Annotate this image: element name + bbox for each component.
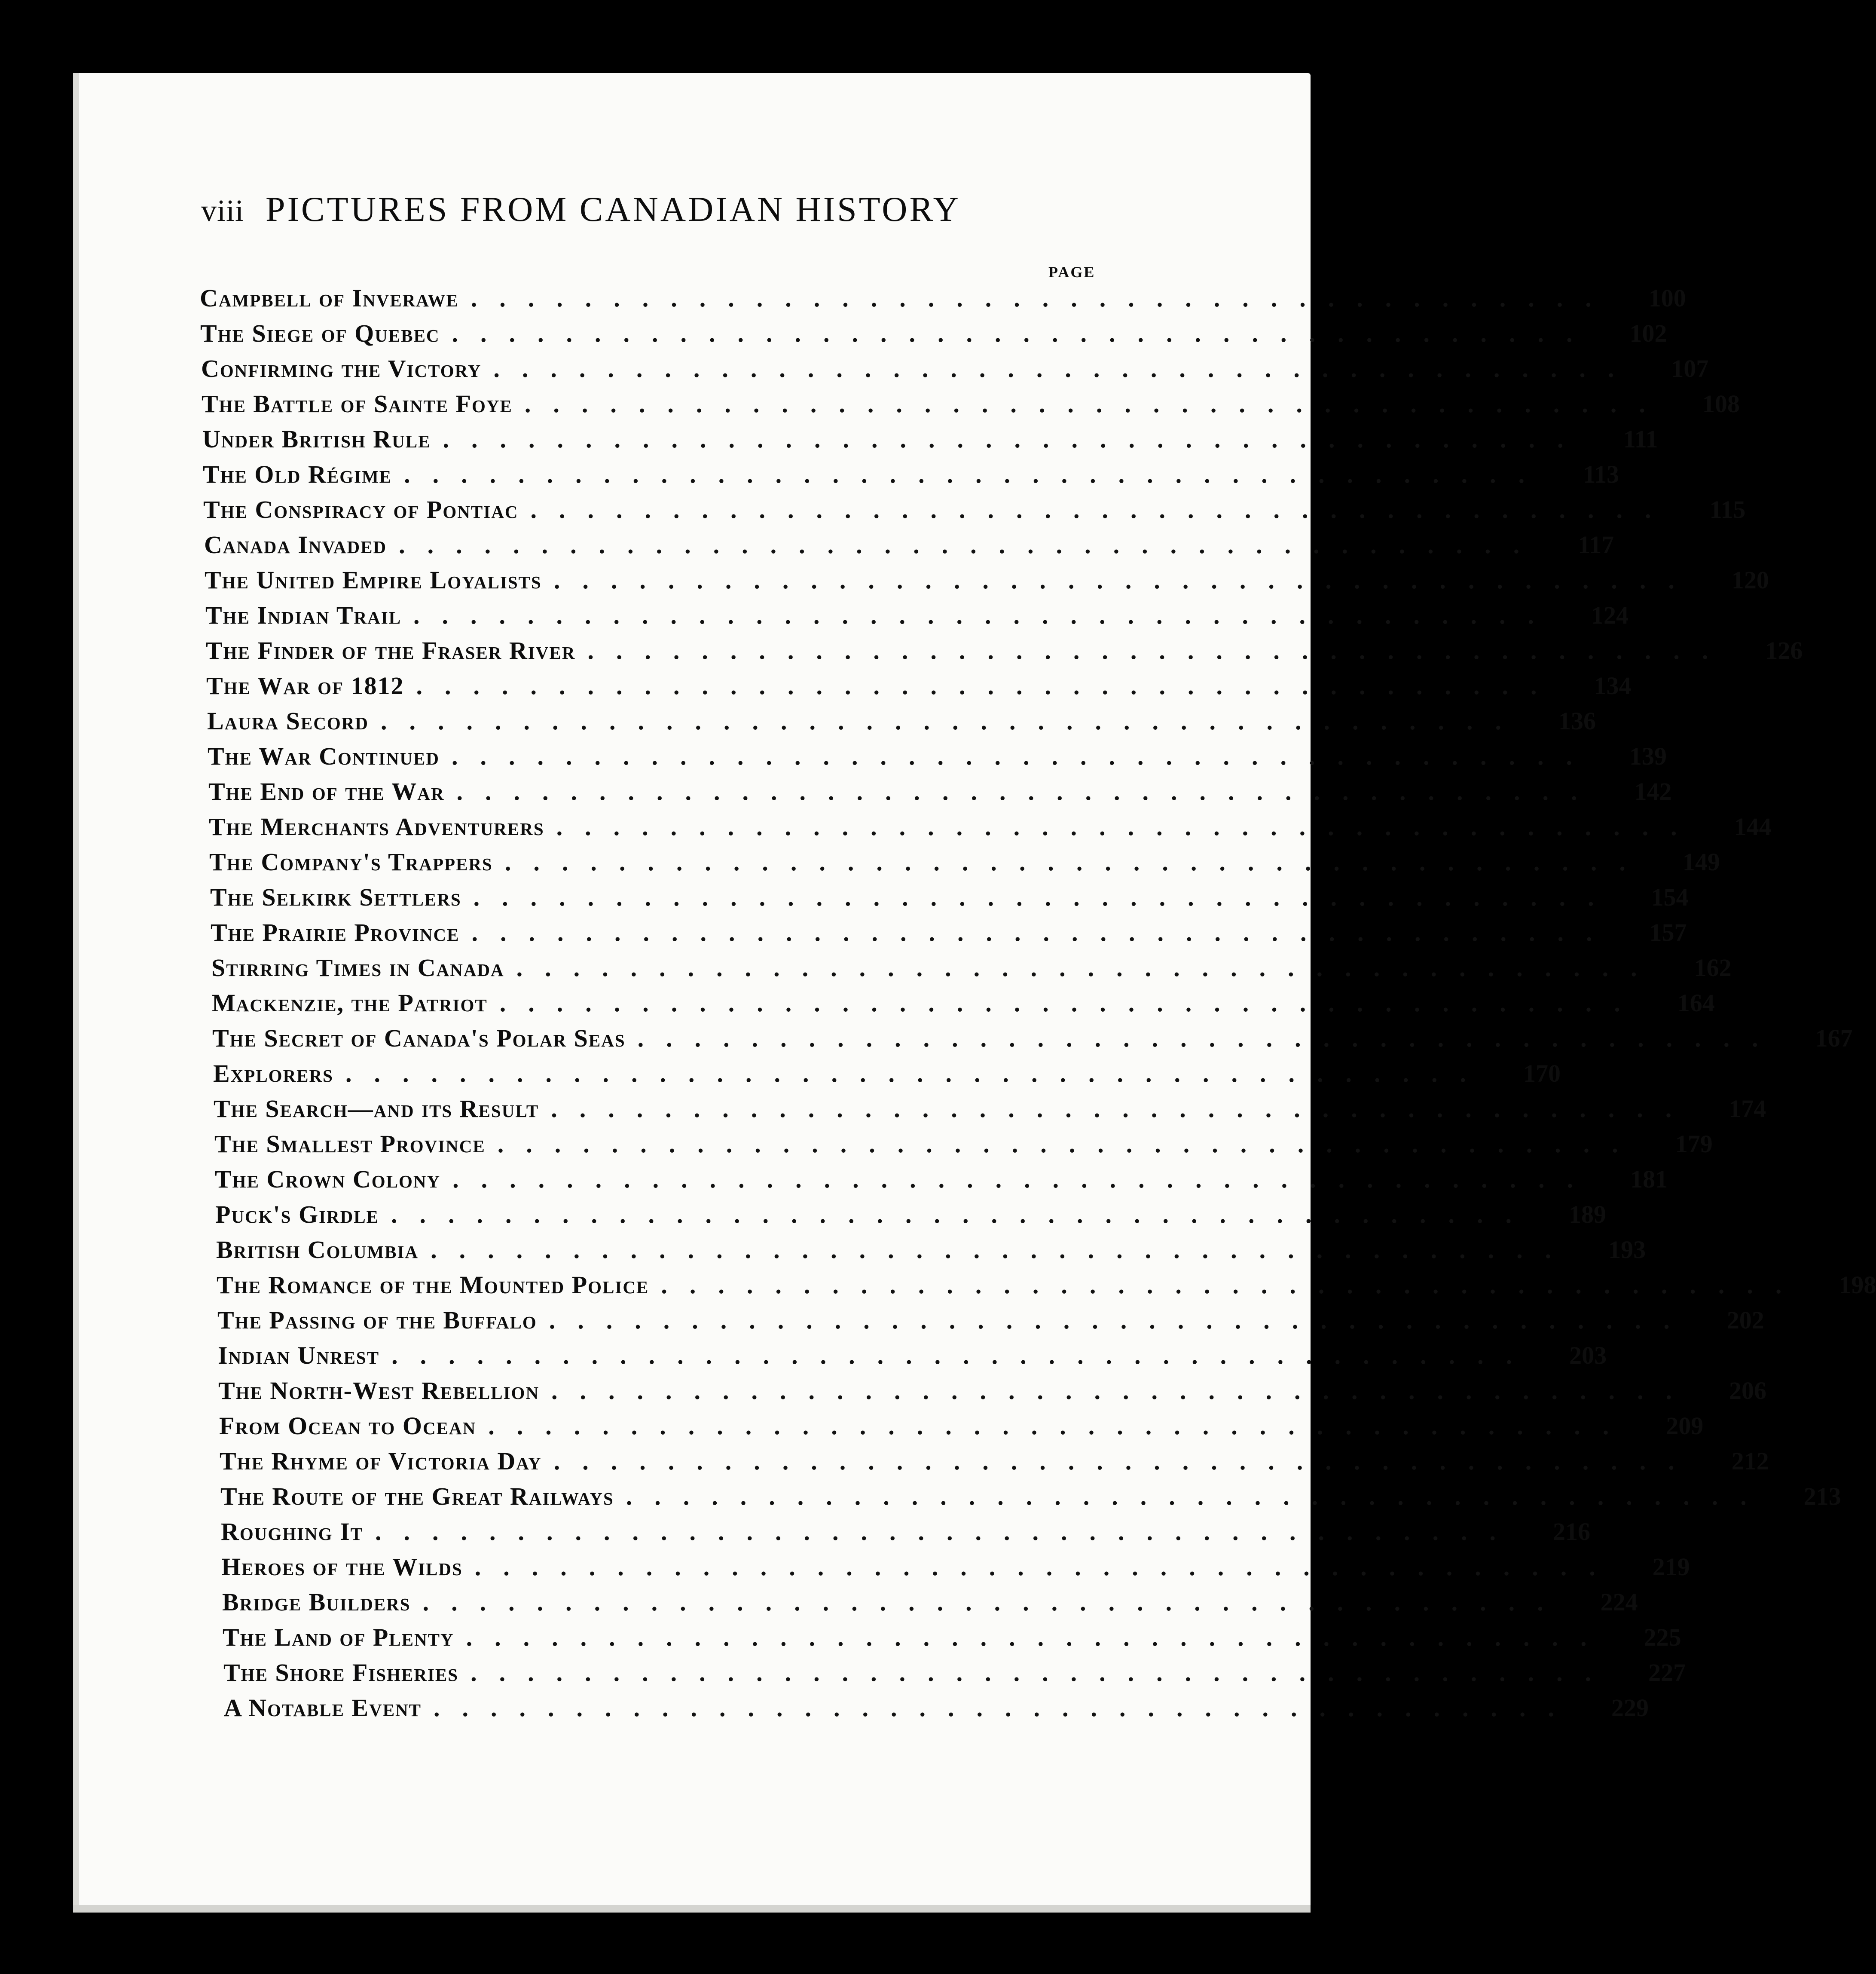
toc-entry-page-number: 136: [1558, 707, 1596, 735]
dot-leader: ........................................: [549, 1306, 1692, 1334]
toc-entry: [203, 495, 1746, 530]
toc-entry-page-number: 113: [1583, 460, 1619, 488]
toc-entry-title: The Conspiracy of Pontiac: [203, 496, 519, 523]
toc-entry-page-number: 189: [1568, 1200, 1606, 1228]
toc-entry-page-number: 227: [1648, 1659, 1686, 1686]
toc-entry: [200, 284, 1686, 319]
toc-entry-page-number: 154: [1651, 883, 1689, 911]
toc-entry-page-number: 203: [1569, 1341, 1607, 1369]
toc-entry: [208, 742, 1667, 777]
toc-entry-title: The North-West Rebellion: [218, 1377, 539, 1405]
toc-entry-title: The Crown Colony: [215, 1165, 441, 1193]
toc-entry-page-number: 164: [1677, 989, 1715, 1017]
page-column-label: PAGE: [1048, 263, 1096, 281]
dot-leader: ........................................: [661, 1271, 1804, 1299]
toc-entry: [202, 425, 1658, 460]
toc-entry-title: The Selkirk Settlers: [210, 883, 461, 911]
dot-leader: ........................................: [637, 1024, 1781, 1052]
toc-entry-page-number: 157: [1649, 918, 1687, 946]
toc-entry-title: Campbell of Inverawe: [200, 284, 459, 312]
toc-entry: [215, 1165, 1668, 1200]
dot-leader: ........................................: [587, 637, 1731, 664]
toc-entry: [220, 1482, 1841, 1517]
toc-entry-page-number: 229: [1611, 1694, 1649, 1722]
toc-entry-page-number: 102: [1629, 319, 1667, 347]
dot-leader: ........................................: [497, 1130, 1641, 1158]
dot-leader: ........................................: [451, 742, 1595, 770]
dot-leader: ........................................: [553, 1447, 1697, 1475]
toc-entry: [213, 1059, 1561, 1094]
toc-entry: [218, 1341, 1607, 1376]
toc-entry-title: The Finder of the Fraser River: [206, 637, 576, 664]
toc-entry: [204, 530, 1614, 566]
toc-entry-page-number: 149: [1682, 848, 1720, 876]
dot-leader: ........................................: [434, 1694, 1577, 1722]
toc-entry-page-number: 213: [1803, 1482, 1841, 1510]
toc-entry-title: Canada Invaded: [204, 531, 387, 559]
dot-leader: ........................................: [399, 531, 1542, 559]
toc-entry: [215, 1200, 1606, 1235]
toc-entry-title: Under British Rule: [202, 425, 431, 453]
toc-entry: [207, 707, 1596, 742]
toc-entry-page-number: 117: [1578, 531, 1614, 559]
toc-entry: [216, 1235, 1646, 1270]
toc-entry-page-number: 206: [1729, 1377, 1766, 1405]
toc-entry-page-number: 167: [1815, 1024, 1853, 1052]
toc-entry-page-number: 144: [1734, 813, 1772, 841]
dot-leader: ........................................: [516, 954, 1659, 982]
dot-leader: ........................................: [488, 1412, 1632, 1440]
toc-entry-page-number: 174: [1729, 1095, 1766, 1123]
toc-entry-page-number: 202: [1726, 1306, 1764, 1334]
dot-leader: ........................................: [422, 1588, 1566, 1616]
page-edge-left: [73, 73, 79, 1913]
toc-entry-title: The End of the War: [208, 777, 445, 805]
dot-leader: ........................................: [380, 707, 1524, 735]
dot-leader: ........................................: [504, 848, 1648, 876]
running-header: [201, 189, 1125, 241]
dot-leader: ........................................: [391, 1200, 1534, 1228]
table-of-contents: [200, 284, 1876, 1729]
toc-entry-page-number: 162: [1694, 954, 1732, 982]
toc-entry: [211, 918, 1687, 953]
dot-leader: ........................................: [391, 1341, 1535, 1369]
dot-leader: ........................................: [456, 777, 1600, 805]
toc-entry-page-number: 134: [1594, 672, 1632, 700]
toc-entry-title: The Merchants Adventurers: [209, 813, 544, 841]
dot-leader: ........................................: [443, 425, 1586, 453]
toc-entry-page-number: 224: [1600, 1588, 1638, 1616]
toc-entry: [221, 1552, 1690, 1588]
toc-entry: [223, 1658, 1686, 1693]
toc-entry-page-number: 216: [1553, 1518, 1591, 1546]
toc-entry-title: Explorers: [213, 1059, 333, 1087]
toc-entry-page-number: 108: [1702, 390, 1740, 418]
toc-entry-title: Puck's Girdle: [215, 1200, 379, 1228]
toc-entry-title: The Company's Trappers: [209, 848, 493, 876]
toc-entry-page-number: 100: [1648, 284, 1686, 312]
toc-entry: [217, 1306, 1764, 1341]
toc-entry: [209, 848, 1720, 883]
toc-entry-page-number: 198: [1839, 1271, 1876, 1299]
dot-leader: ........................................: [345, 1059, 1488, 1087]
toc-entry: [200, 319, 1667, 354]
dot-leader: ........................................: [499, 989, 1643, 1017]
toc-entry-page-number: 219: [1652, 1553, 1690, 1581]
toc-entry: [205, 601, 1629, 636]
dot-leader: ........................................: [556, 813, 1699, 841]
dot-leader: ........................................: [375, 1518, 1519, 1546]
toc-entry: [224, 1693, 1649, 1729]
toc-entry: [212, 1024, 1853, 1059]
dot-leader: ........................................: [416, 672, 1559, 700]
toc-entry-title: From Ocean to Ocean: [219, 1412, 477, 1440]
toc-entry-title: Bridge Builders: [222, 1588, 411, 1616]
page-edge-bottom: [73, 1905, 1311, 1913]
dot-leader: ........................................: [553, 566, 1697, 594]
toc-entry-page-number: 107: [1671, 355, 1709, 383]
dot-leader: ........................................: [493, 355, 1637, 383]
toc-entry: [205, 566, 1769, 601]
toc-entry: [211, 953, 1732, 989]
dot-leader: ........................................: [471, 284, 1614, 312]
toc-entry-title: The Secret of Canada's Polar Seas: [212, 1024, 626, 1052]
toc-entry-title: The Siege of Quebec: [200, 319, 440, 347]
dot-leader: ........................................: [530, 496, 1674, 523]
toc-entry-page-number: 179: [1675, 1130, 1713, 1158]
toc-entry-page-number: 225: [1644, 1623, 1681, 1651]
toc-entry-title: The Shore Fisheries: [223, 1659, 459, 1686]
toc-entry-title: The War Continued: [208, 742, 440, 770]
dot-leader: ........................................: [452, 1165, 1596, 1193]
toc-entry-title: The Land of Plenty: [223, 1623, 454, 1651]
toc-entry: [222, 1588, 1638, 1623]
dot-leader: ........................................: [474, 1553, 1618, 1581]
toc-entry: [219, 1411, 1704, 1447]
toc-entry: [214, 1094, 1766, 1129]
toc-entry-title: The War of 1812: [206, 672, 404, 700]
toc-entry-page-number: 212: [1731, 1447, 1769, 1475]
dot-leader: ........................................: [413, 601, 1557, 629]
toc-entry: [206, 671, 1632, 707]
dot-leader: ........................................: [473, 883, 1616, 911]
toc-entry-page-number: 181: [1630, 1165, 1668, 1193]
toc-entry-title: The Passing of the Buffalo: [217, 1306, 537, 1334]
toc-entry-title: Laura Secord: [207, 707, 369, 735]
dot-leader: ........................................: [466, 1623, 1609, 1651]
toc-entry-title: Mackenzie, the Patriot: [212, 989, 488, 1017]
toc-entry-title: The Route of the Great Railways: [220, 1482, 614, 1510]
toc-entry-title: Roughing It: [221, 1518, 364, 1546]
toc-entry-page-number: 193: [1608, 1236, 1646, 1264]
toc-entry-title: The Search—and its Result: [214, 1095, 539, 1123]
toc-entry: [217, 1270, 1876, 1306]
toc-entry-title: The Rhyme of Victoria Day: [220, 1447, 542, 1475]
toc-entry: [221, 1517, 1591, 1552]
dot-leader: ........................................: [471, 918, 1615, 946]
toc-entry-page-number: 170: [1523, 1059, 1561, 1087]
toc-entry: [214, 1129, 1713, 1165]
dot-leader: ........................................: [471, 1659, 1614, 1686]
page-folio: viii: [201, 193, 244, 228]
toc-entry: [202, 389, 1740, 425]
toc-entry-title: The Smallest Province: [214, 1130, 486, 1158]
toc-entry-page-number: 139: [1629, 742, 1667, 770]
dot-leader: ........................................: [404, 460, 1547, 488]
toc-entry-title: British Columbia: [216, 1236, 419, 1264]
toc-entry-title: The United Empire Loyalists: [205, 566, 542, 594]
toc-entry-title: The Prairie Province: [211, 918, 460, 946]
toc-entry: [208, 777, 1672, 812]
toc-entry-title: The Old Régime: [203, 460, 392, 488]
toc-entry: [209, 812, 1772, 848]
toc-entry-page-number: 142: [1634, 777, 1672, 805]
toc-entry-title: Heroes of the Wilds: [221, 1553, 463, 1581]
dot-leader: ........................................: [431, 1236, 1574, 1264]
dot-leader: ........................................: [626, 1482, 1769, 1510]
toc-entry: [206, 636, 1803, 671]
toc-entry-page-number: 126: [1765, 637, 1803, 664]
toc-entry: [223, 1623, 1681, 1658]
toc-entry-title: Indian Unrest: [218, 1341, 380, 1369]
dot-leader: ........................................: [524, 390, 1668, 418]
toc-entry-page-number: 124: [1591, 601, 1629, 629]
dot-leader: ........................................: [551, 1095, 1694, 1123]
dot-leader: ........................................: [551, 1377, 1694, 1405]
toc-entry: [201, 354, 1709, 389]
toc-entry-title: The Romance of the Mounted Police: [217, 1271, 649, 1299]
dot-leader: ........................................: [452, 319, 1595, 347]
toc-entry-page-number: 111: [1623, 425, 1658, 453]
toc-entry-title: Confirming the Victory: [201, 355, 482, 383]
toc-entry-title: Stirring Times in Canada: [211, 954, 504, 982]
toc-entry-title: A Notable Event: [224, 1694, 422, 1722]
toc-entry: [218, 1376, 1766, 1411]
toc-entry-title: The Battle of Sainte Foye: [202, 390, 513, 418]
toc-entry-page-number: 115: [1709, 496, 1746, 523]
toc-entry: [203, 460, 1619, 495]
toc-entry: [212, 989, 1715, 1024]
running-title: PICTURES FROM CANADIAN HISTORY: [266, 190, 961, 229]
toc-entry: [210, 883, 1689, 918]
toc-entry: [220, 1447, 1769, 1482]
toc-entry-page-number: 120: [1731, 566, 1769, 594]
toc-entry-title: The Indian Trail: [205, 601, 402, 629]
toc-entry-page-number: 209: [1666, 1412, 1704, 1440]
